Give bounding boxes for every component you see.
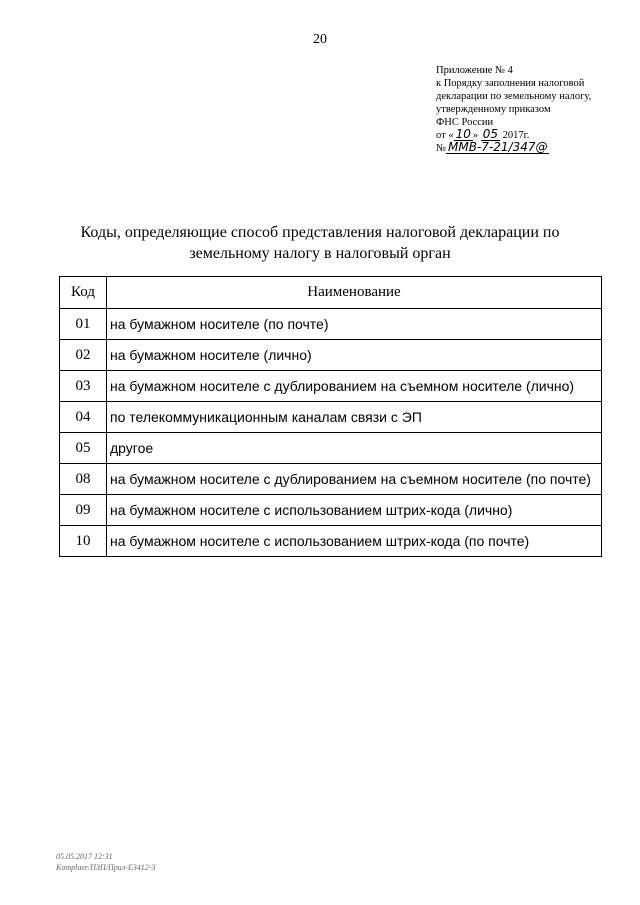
table-header-row xyxy=(60,277,602,309)
row-code: 05 xyxy=(60,433,107,464)
table-row xyxy=(60,340,602,371)
document-title xyxy=(60,222,580,264)
row-name: на бумажном носителе с использованием штрих-кода (лично) xyxy=(107,495,602,526)
row-name: на бумажном носителе (лично) xyxy=(107,340,602,371)
date-mid: » xyxy=(472,130,479,141)
table-row xyxy=(60,526,602,557)
row-code: 01 xyxy=(60,309,107,340)
table-row xyxy=(60,433,602,464)
appendix-line: ФНС России xyxy=(436,117,494,128)
codes-table xyxy=(59,276,602,557)
appendix-number xyxy=(436,142,626,155)
footer-line: 05.05.2017 12:31 xyxy=(56,852,113,861)
row-code: 09 xyxy=(60,495,107,526)
row-code: 04 xyxy=(60,402,107,433)
title-line: земельному налогу в налоговый орган xyxy=(189,245,451,262)
page-number: 20 xyxy=(313,32,327,47)
date-year: 2017г. xyxy=(502,130,530,141)
table-row xyxy=(60,495,602,526)
number-prefix: № xyxy=(436,143,447,154)
row-name: на бумажном носителе с дублированием на съемном носителе (лично) xyxy=(107,371,602,402)
header-code: Код xyxy=(60,277,107,309)
row-name: на бумажном носителе (по почте) xyxy=(107,309,602,340)
date-day: 10 xyxy=(455,127,471,141)
table-row xyxy=(60,371,602,402)
table-row xyxy=(60,464,602,495)
appendix-line: к Порядку заполнения налоговой xyxy=(436,78,585,89)
footer-stamp xyxy=(56,851,155,873)
date-month: 05 xyxy=(482,127,499,141)
row-code: 10 xyxy=(60,526,107,557)
header-name: Наименование xyxy=(107,277,602,309)
table-row xyxy=(60,402,602,433)
footer-line: Kompluer/ПЗП/Прил-Е3412-3 xyxy=(56,863,156,872)
row-code: 08 xyxy=(60,464,107,495)
appendix-line: утвержденному приказом xyxy=(436,104,551,115)
row-code: 03 xyxy=(60,371,107,402)
date-prefix: от « xyxy=(436,130,454,141)
appendix-line: декларации по земельному налогу, xyxy=(436,91,592,102)
row-name: другое xyxy=(107,433,602,464)
appendix-block xyxy=(436,64,626,155)
row-code: 02 xyxy=(60,340,107,371)
row-name: по телекоммуникационным каналам связи с ЭП xyxy=(107,402,602,433)
table-row xyxy=(60,309,602,340)
order-number: ММВ-7-21/347@ xyxy=(448,140,548,154)
appendix-line: Приложение № 4 xyxy=(436,65,513,76)
title-line: Коды, определяющие способ представления налоговой декларации по xyxy=(80,224,560,241)
row-name: на бумажном носителе с дублированием на съемном носителе (по почте) xyxy=(107,464,602,495)
row-name: на бумажном носителе с использованием штрих-кода (по почте) xyxy=(107,526,602,557)
